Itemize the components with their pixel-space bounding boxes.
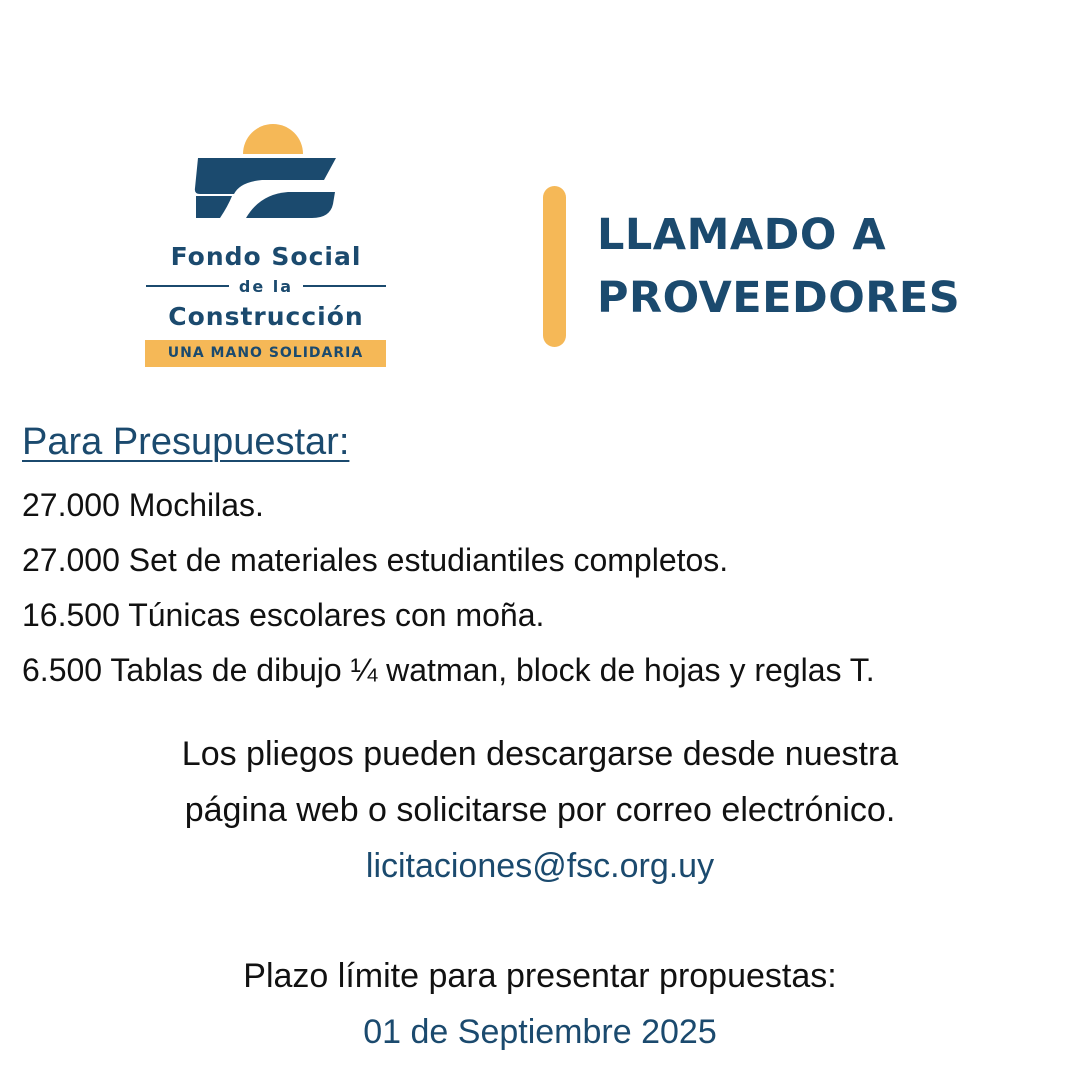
deadline-label: Plazo límite para presentar propuestas: [243, 957, 837, 995]
note-line-2: página web o solicitarse por correo electrónico. [184, 791, 896, 829]
logo-text-construccion: Construcción [168, 302, 364, 331]
headline [597, 204, 960, 330]
logo-tagline: UNA MANO SOLIDARIA [145, 340, 386, 367]
headline-line-2: PROVEEDORES [597, 273, 961, 323]
list-item: 27.000 Set de materiales estudiantiles completos. [22, 542, 729, 578]
logo-divider-left [146, 285, 229, 287]
headline-line-1: LLAMADO A [597, 210, 887, 260]
list-item: 6.500 Tablas de dibujo ¼ watman, block de hojas y reglas T. [22, 652, 875, 688]
list-item: 27.000 Mochilas. [22, 487, 264, 523]
download-note [0, 726, 1080, 838]
email-link[interactable]: licitaciones@fsc.org.uy [365, 847, 715, 885]
logo-text-de-la-row [146, 276, 386, 296]
list-item: 16.500 Túnicas escolares con moña. [22, 597, 545, 633]
fsc-logo [140, 118, 392, 370]
logo-text-fondo-social: Fondo Social [170, 242, 362, 271]
items-list [22, 478, 875, 698]
note-line-1: Los pliegos pueden descargarse desde nuestra [181, 735, 899, 773]
sun-and-hand-logo-icon [192, 118, 342, 223]
logo-divider-right [303, 285, 386, 287]
deadline-date: 01 de Septiembre 2025 [363, 1013, 717, 1051]
accent-bar [543, 186, 566, 347]
logo-text-de-la: de la [238, 276, 294, 296]
section-title: Para Presupuestar: [22, 421, 350, 463]
